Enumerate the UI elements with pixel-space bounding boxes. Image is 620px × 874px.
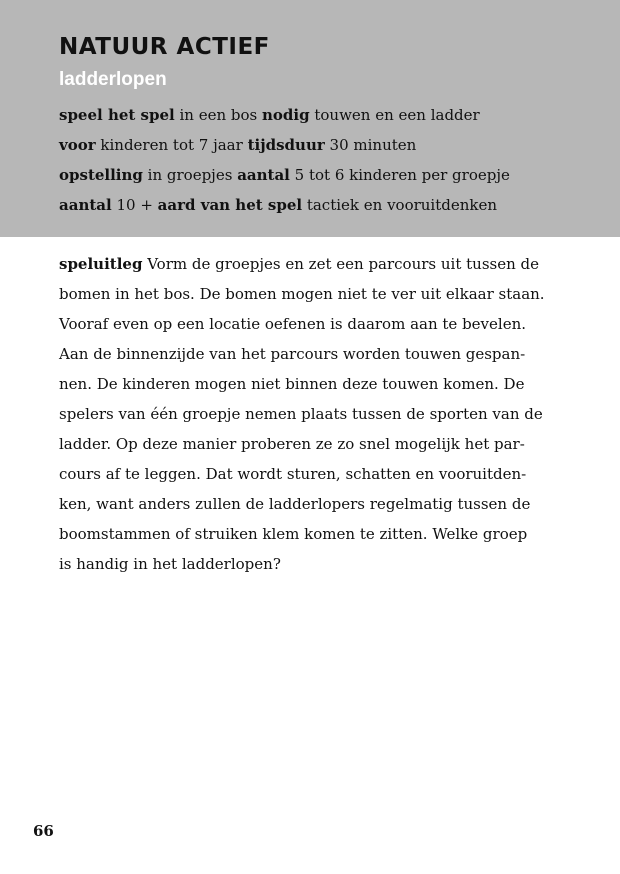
meta-value: 10 + — [111, 196, 158, 214]
explanation-line: Vooraf even op een locatie oefenen is daarom aan te bevelen. — [59, 315, 526, 333]
meta-label: aantal — [237, 166, 290, 184]
explanation-text: Vorm de groepjes en zet een parcours uit tussen de — [142, 255, 540, 273]
explanation-line: bomen in het bos. De bomen mogen niet te ver uit elkaar staan. — [59, 285, 545, 303]
category-title: NATUUR ACTIEF — [59, 34, 270, 60]
meta-label: aard van het spel — [157, 196, 303, 214]
explanation-line: is handig in het ladderlopen? — [59, 555, 281, 573]
game-details — [59, 100, 579, 220]
meta-value: tactiek en vooruitdenken — [302, 196, 498, 214]
meta-label: opstelling — [59, 166, 143, 184]
header-panel — [0, 0, 620, 237]
explanation-line: cours af te leggen. Dat wordt sturen, schatten en vooruitden- — [59, 465, 527, 483]
meta-value: 30 minuten — [324, 136, 417, 154]
meta-value: kinderen tot 7 jaar — [95, 136, 248, 154]
meta-value: touwen en een ladder — [309, 106, 480, 124]
explanation-line: ladder. Op deze manier proberen ze zo snel mogelijk het par- — [59, 435, 525, 453]
explanation-line — [59, 249, 564, 279]
explanation-line: spelers van één groepje nemen plaats tussen de sporten van de — [59, 405, 543, 423]
meta-label: aantal — [59, 196, 112, 214]
page-number: 66 — [33, 822, 54, 840]
meta-label: voor — [59, 136, 96, 154]
meta-line-type — [59, 190, 579, 220]
explanation-line: boomstammen of struiken klem komen te zitten. Welke groep — [59, 525, 528, 543]
explanation-line: nen. De kinderen mogen niet binnen deze touwen komen. De — [59, 375, 525, 393]
meta-label: tijdsduur — [247, 136, 325, 154]
meta-line-age — [59, 130, 579, 160]
meta-label: speel het spel — [59, 106, 175, 124]
meta-line-setup — [59, 160, 579, 190]
meta-label: nodig — [262, 106, 310, 124]
explanation-label: speluitleg — [59, 255, 143, 273]
meta-value: in een bos — [174, 106, 262, 124]
game-explanation — [59, 249, 564, 579]
meta-line-location — [59, 100, 579, 130]
meta-value: in groepjes — [142, 166, 238, 184]
explanation-line: Aan de binnenzijde van het parcours worden touwen gespan- — [59, 345, 526, 363]
explanation-line: ken, want anders zullen de ladderlopers regelmatig tussen de — [59, 495, 531, 513]
game-title: ladderlopen — [59, 69, 167, 90]
meta-value: 5 tot 6 kinderen per groepje — [289, 166, 510, 184]
